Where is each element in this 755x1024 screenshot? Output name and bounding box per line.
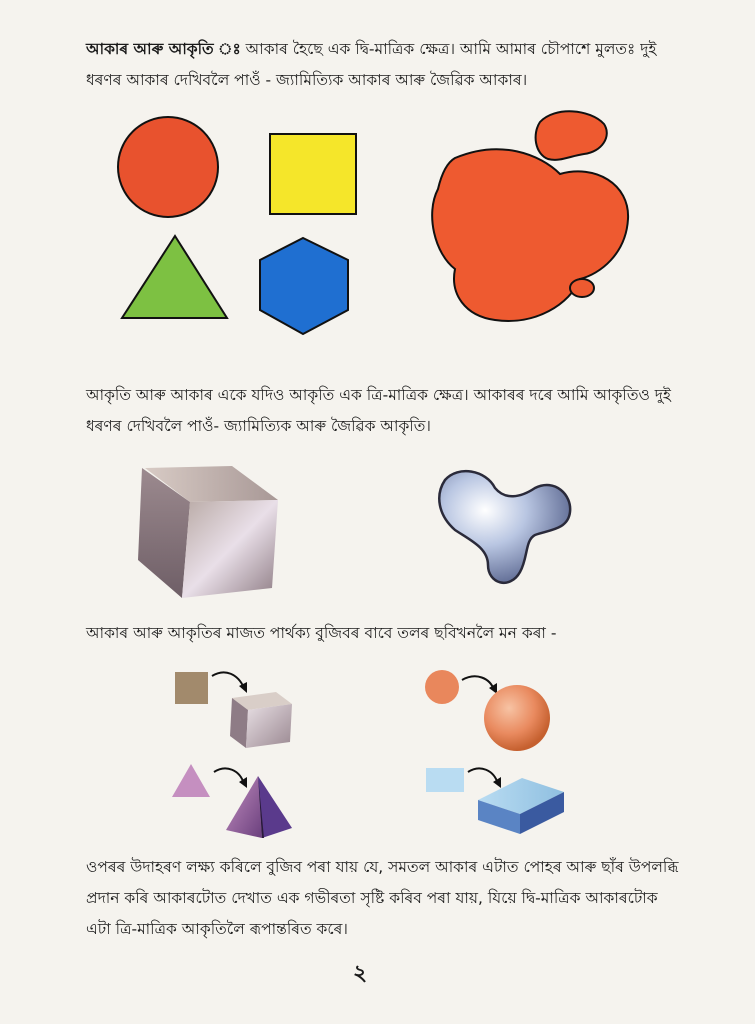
shaded-sphere bbox=[484, 685, 550, 751]
shape-to-form-figure bbox=[0, 660, 755, 850]
small-cube-front bbox=[246, 704, 292, 748]
conclusion-paragraph: ওপৰৰ উদাহৰণ লক্ষ্য কৰিলে বুজিব পৰা যায় যে, সমতল আকাৰ এটাত পোহৰ আৰু ছাঁৰ উপলব্ধি প্ৰদান কৰি আকাৰটোত দেখাত এক গভীৰতা সৃষ্টি কৰিব পৰা যায়, যিয়ে দ্বি-মাত্ৰিক আকাৰটোক এটা ত্ৰি-মাত্ৰিক আকৃতিলৈ ৰূপান্তৰিত কৰে। bbox=[86, 858, 679, 938]
three-d-paragraph: আকৃতি আৰু আকাৰ একে যদিও আকৃতি এক ত্ৰি-মাত্ৰিক ক্ষেত্ৰ। আকাৰৰ দৰে আমি আকৃতিও দুই ধৰণৰ দেখিবলৈ পাওঁ- জ্যামিত্যিক আৰু জৈৱিক আকৃতি। bbox=[86, 386, 671, 435]
arrow-icon bbox=[212, 672, 244, 688]
circle-shape bbox=[118, 117, 218, 217]
arrow-icon bbox=[214, 768, 244, 784]
intro-heading: আকাৰ আৰু আকৃতি ঃ bbox=[86, 40, 241, 58]
shapes-2d-figure bbox=[0, 104, 755, 364]
flat-square bbox=[175, 672, 208, 704]
flat-triangle bbox=[172, 764, 210, 797]
arrow-head-icon bbox=[239, 682, 247, 693]
square-shape bbox=[270, 134, 356, 214]
organic-blob-shape bbox=[432, 149, 628, 321]
intro-paragraph bbox=[86, 34, 686, 96]
organic-3d-form bbox=[439, 471, 570, 583]
forms-3d-figure bbox=[0, 460, 755, 610]
flat-rectangle bbox=[426, 768, 464, 792]
flat-circle bbox=[425, 670, 459, 704]
organic-blob-small-shape bbox=[536, 111, 607, 160]
intro-text: আকাৰ হৈছে এক দ্বি-মাত্ৰিক ক্ষেত্ৰ। আমি আমাৰ চৌপাশে মুলতঃ দুই ধৰণৰ আকাৰ দেখিবলৈ পাওঁ - জ্যামিত্যিক আকাৰ আৰু জৈৱিক আকাৰ। bbox=[86, 40, 657, 89]
cube-side-face bbox=[182, 500, 278, 598]
arrow-head-icon bbox=[239, 777, 247, 788]
hexagon-shape bbox=[260, 238, 348, 334]
page-number: ২ bbox=[352, 961, 368, 986]
arrow-icon bbox=[468, 768, 498, 784]
pyramid-right-face bbox=[258, 776, 292, 838]
organic-dot-shape bbox=[570, 279, 594, 297]
compare-paragraph: আকাৰ আৰু আকৃতিৰ মাজত পাৰ্থক্য বুজিবৰ বাবে তলৰ ছবিখনলৈ মন কৰা - bbox=[86, 624, 557, 642]
arrow-head-icon bbox=[493, 777, 501, 788]
triangle-shape bbox=[122, 236, 227, 318]
